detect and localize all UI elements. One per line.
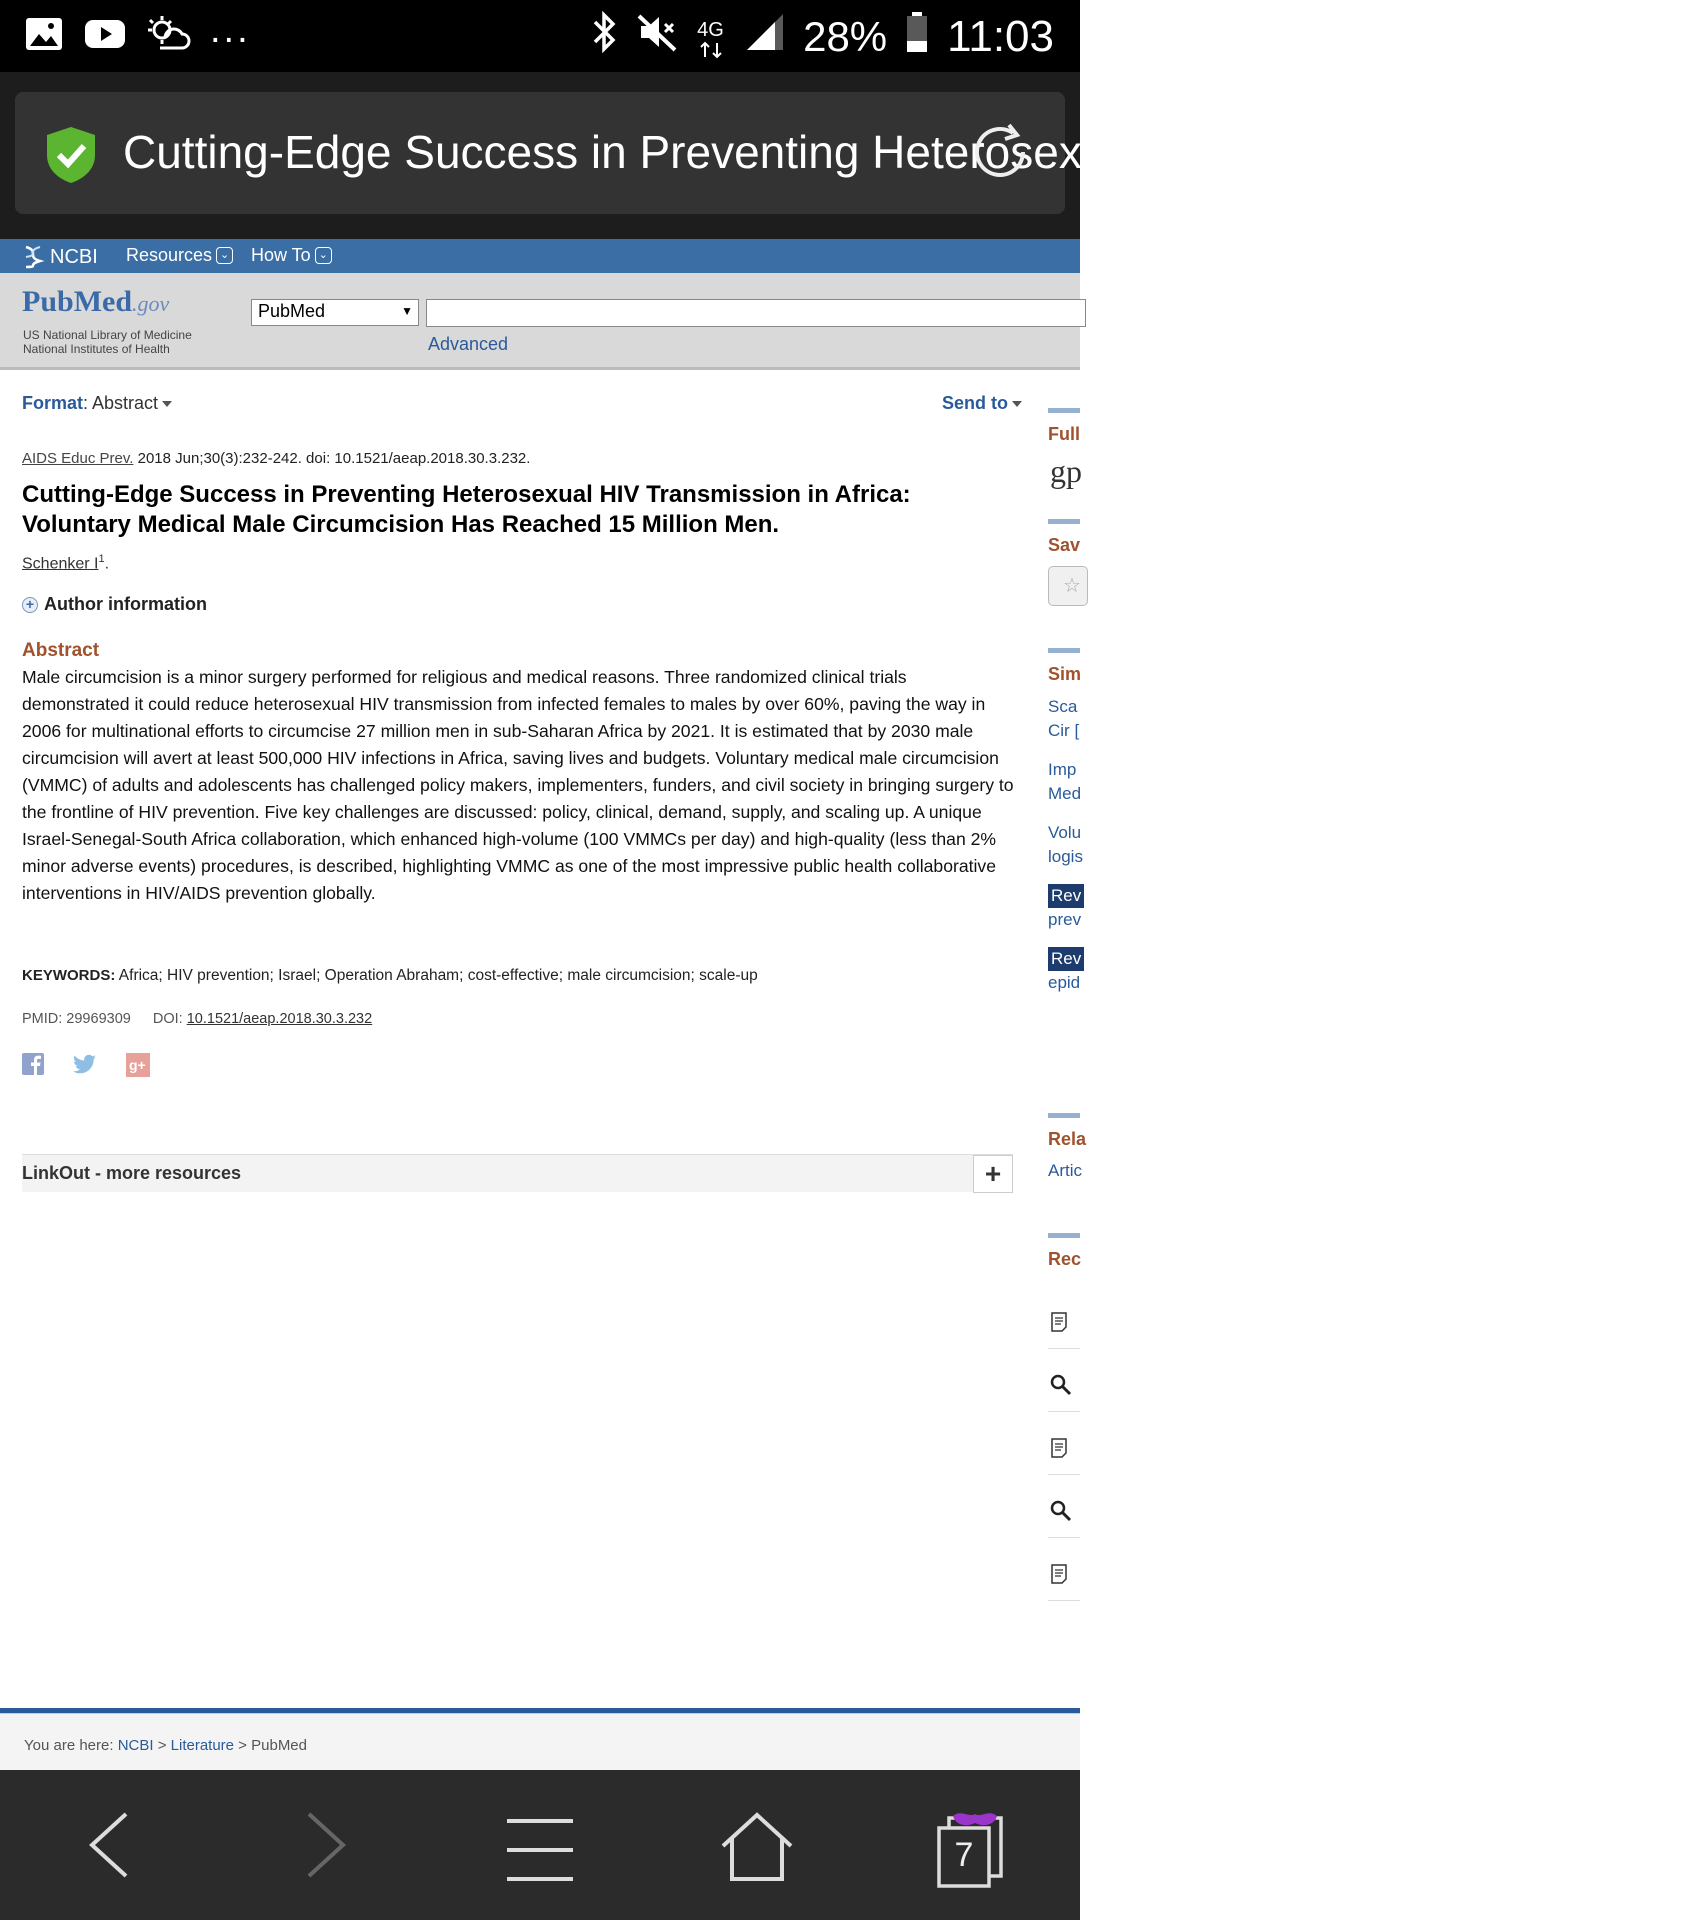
similar-article-4[interactable]: [1048, 884, 1084, 932]
footer: [0, 1713, 1080, 1770]
doi-label: DOI:: [152, 1011, 187, 1027]
keywords: [22, 967, 758, 985]
sidebar-separator: [1048, 1474, 1080, 1475]
browser-bottom-nav: [0, 1770, 1080, 1920]
document-icon[interactable]: [1050, 1563, 1070, 1590]
document-icon[interactable]: [1050, 1311, 1070, 1338]
pubmed-header: [0, 273, 1080, 370]
related-info-heading: Rela: [1048, 1129, 1087, 1149]
doi-link[interactable]: 10.1521/aeap.2018.30.3.232: [186, 1011, 373, 1027]
main-content: [0, 373, 1080, 1713]
save-heading: Sav: [1048, 535, 1081, 555]
youtube-icon: [84, 16, 126, 57]
breadcrumb-literature[interactable]: Literature: [170, 1737, 235, 1754]
more-notifications: ...: [210, 9, 251, 51]
format-value: : Abstract: [83, 393, 159, 413]
sidebar-rule: [1048, 1233, 1080, 1238]
format-label: Format: [22, 393, 84, 413]
expand-linkout-button[interactable]: +: [973, 1155, 1013, 1193]
home-button[interactable]: [719, 1812, 795, 1887]
document-icon[interactable]: [1050, 1437, 1070, 1464]
twitter-icon[interactable]: [72, 1053, 98, 1082]
battery-percent: 28%: [803, 13, 888, 60]
battery-icon: [905, 11, 929, 63]
abstract-text: Male circumcision is a minor surgery performed for religious and medical reasons. Three randomized clinical trials demonstrated it could reduce heterosexual HIV transmission from infected females to males by over 60%, paving the way in 2006 for multinational efforts to circumcise 27 million men in sub-Saharan Africa by 2021. It is estimated that by 2030 male circumcision will avert at least 500,000 HIV infections in Africa, saving lives and budgets. Voluntary medical male circumcision (VMMC) of adults and adolescents has challenged policy makers, implementers, funders, and civil society in bringing surgery to the frontline of HIV prevention. Five key challenges are discussed: policy, clinical, demand, supply, and scaling up. A unique Israel-Senegal-South Africa collaboration, which enhanced high-volume (100 VMMCs per day) and high-quality (less than 2% minor adverse events) procedures, is described, highlighting VMMC as one of the most impressive public health collaborative interventions in HIV/AIDS prevention globally.: [22, 667, 1014, 903]
weather-icon: [146, 14, 190, 59]
svg-text:g+: g+: [129, 1057, 146, 1073]
ncbi-logo-text: NCBI: [50, 245, 98, 268]
menu-button[interactable]: [505, 1818, 575, 1887]
sidebar-separator: [1048, 1537, 1080, 1538]
similar-article-1-line1: Sca: [1048, 697, 1078, 716]
review-badge: Rev: [1048, 884, 1084, 908]
share-buttons: [22, 1053, 150, 1082]
chevron-left-icon: [86, 1810, 132, 1880]
journal-link[interactable]: AIDS Educ Prev.: [22, 450, 134, 467]
resources-label: Resources: [126, 245, 213, 265]
similar-article-5-line2: epid: [1048, 973, 1081, 992]
author-list: [22, 553, 109, 573]
similar-article-2-line1: Imp: [1048, 760, 1077, 779]
svg-text:gp: gp: [1050, 453, 1082, 489]
advanced-search-link[interactable]: Advanced: [428, 334, 509, 354]
status-bar: [0, 0, 1080, 72]
full-text-heading: Full: [1048, 424, 1080, 444]
similar-article-4-line2: prev: [1048, 910, 1082, 929]
sidebar-rule: [1048, 408, 1080, 413]
star-icon: ☆: [1063, 575, 1081, 597]
ncbi-helix-icon: [22, 245, 44, 269]
nlm-label: US National Library of Medicine: [23, 328, 192, 342]
similar-article-3-line1: Volu: [1048, 823, 1082, 842]
sidebar-rule: [1048, 648, 1080, 653]
author-link[interactable]: Schenker I: [22, 555, 99, 573]
back-button[interactable]: [86, 1810, 132, 1885]
chevron-right-icon: [303, 1810, 349, 1880]
similar-article-3[interactable]: [1048, 821, 1083, 869]
linkout-label: LinkOut - more resources: [22, 1163, 242, 1183]
pmid: PMID: 29969309: [22, 1011, 131, 1027]
dropdown-arrow-icon: [162, 401, 172, 407]
recent-activity-heading: Rec: [1048, 1249, 1082, 1269]
sidebar-separator: [1048, 1348, 1080, 1349]
search-icon[interactable]: [1050, 1374, 1072, 1401]
breadcrumb: [24, 1737, 307, 1754]
search-input[interactable]: [426, 299, 1086, 327]
identifiers: [22, 1011, 372, 1027]
logo-pub: Pub: [22, 285, 74, 318]
facebook-icon[interactable]: [22, 1053, 44, 1082]
database-select[interactable]: [251, 299, 419, 326]
browser-toolbar: [0, 72, 1693, 239]
resources-menu[interactable]: [126, 245, 233, 266]
similar-article-5[interactable]: [1048, 947, 1084, 995]
dropdown-arrow-icon: [1012, 401, 1022, 407]
keywords-list: Africa; HIV prevention; Israel; Operation Abraham; cost-effective; male circumcision; scale-up: [115, 967, 758, 984]
expand-icon: +: [22, 597, 38, 613]
nih-label: National Institutes of Health: [23, 342, 170, 356]
send-to-label: Send to: [942, 393, 1008, 413]
chevron-down-icon: ⌄: [315, 247, 332, 264]
breadcrumb-ncbi[interactable]: NCBI: [117, 1737, 154, 1754]
related-articles-link[interactable]: Artic: [1048, 1161, 1082, 1180]
pubmed-logo[interactable]: [22, 285, 169, 319]
save-button[interactable]: [1048, 566, 1088, 606]
sidebar-rule: [1048, 519, 1080, 524]
similar-article-1[interactable]: [1048, 695, 1079, 743]
author-information-label: Author information: [44, 594, 207, 614]
send-to-menu[interactable]: [942, 393, 1022, 414]
tabs-button[interactable]: [935, 1808, 1007, 1890]
citation: [22, 450, 530, 467]
keywords-label: KEYWORDS:: [22, 967, 116, 984]
forward-button[interactable]: [303, 1810, 349, 1885]
breadcrumb-pubmed: PubMed: [251, 1737, 307, 1754]
clock: 11:03: [947, 12, 1054, 61]
signal-icon: [745, 12, 785, 62]
bluetooth-icon: [591, 10, 617, 64]
author-affiliation-number: 1: [98, 553, 105, 565]
database-select-value: PubMed: [258, 301, 326, 321]
pubmed-subtitle: [23, 328, 192, 356]
review-badge: Rev: [1048, 947, 1084, 971]
author-suffix: .: [104, 555, 110, 573]
breadcrumb-prefix: You are here:: [24, 1737, 118, 1754]
secure-shield-icon[interactable]: [43, 125, 99, 190]
publisher-logo-icon[interactable]: [1050, 452, 1080, 497]
chevron-down-icon: ⌄: [216, 247, 233, 264]
similar-article-2[interactable]: [1048, 758, 1081, 806]
howto-menu[interactable]: [251, 245, 332, 266]
search-icon[interactable]: [1050, 1500, 1072, 1527]
citation-details: 2018 Jun;30(3):232-242. doi: 10.1521/aeap.2018.30.3.232.: [133, 450, 531, 467]
hamburger-icon: [505, 1818, 575, 1882]
howto-label: How To: [251, 245, 311, 265]
right-sidebar: [1048, 373, 1087, 1623]
similar-articles-heading: Sim: [1048, 664, 1082, 684]
home-icon: [719, 1812, 795, 1882]
similar-article-2-line2: Med: [1048, 784, 1082, 803]
author-information-toggle[interactable]: [22, 594, 207, 615]
similar-article-3-line2: logis: [1048, 847, 1083, 866]
article-title: Cutting-Edge Success in Preventing Heterosexual HIV Transmission in Africa: Voluntary Medical Male Circumcision Has Reached 15 Million Men.: [22, 481, 911, 538]
similar-article-1-line2: Cir [: [1048, 721, 1080, 740]
sidebar-rule: [1048, 1113, 1080, 1118]
tab-count: 7: [954, 1836, 974, 1874]
abstract-heading: Abstract: [22, 640, 100, 661]
image-icon: [24, 14, 64, 59]
ncbi-nav-bar: [0, 239, 1080, 273]
mute-icon: [635, 10, 679, 64]
page-title[interactable]: Cutting-Edge Success in Preventing Heterosexual HIV Transmission in Africa: [123, 126, 1693, 178]
reload-icon[interactable]: [965, 117, 1035, 192]
sidebar-separator: [1048, 1411, 1080, 1412]
google-plus-icon[interactable]: [126, 1053, 150, 1082]
logo-gov: .gov: [132, 291, 170, 316]
ncbi-logo[interactable]: [22, 245, 98, 269]
sidebar-separator: [1048, 1600, 1080, 1601]
url-bar[interactable]: [15, 92, 1693, 214]
breadcrumb-separator: >: [153, 1737, 171, 1754]
linkout-section[interactable]: [22, 1154, 1013, 1192]
format-selector[interactable]: [22, 393, 172, 414]
dropdown-arrow-icon: ▼: [401, 304, 413, 318]
breadcrumb-separator: >: [234, 1737, 252, 1754]
logo-med: Med: [73, 285, 133, 318]
network-4g: 4G: [697, 15, 727, 59]
